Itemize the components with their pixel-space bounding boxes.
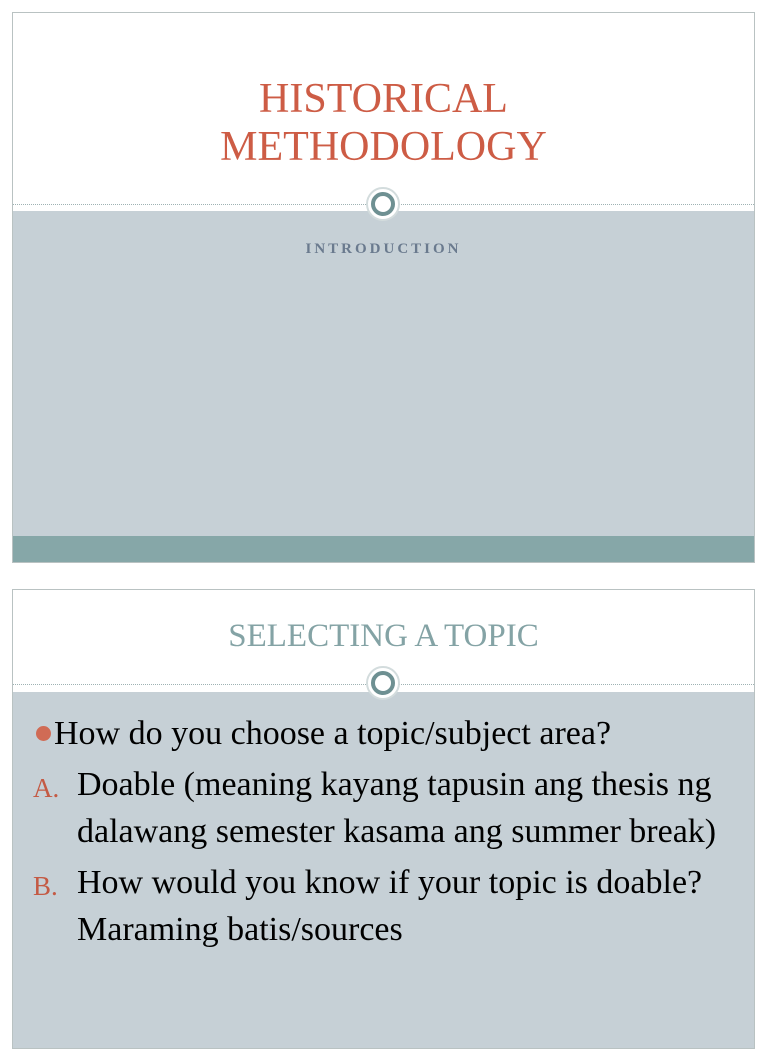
slide-title-area [13,13,754,204]
slide-content [33,710,733,953]
list-item-text: How would you know if your topic is doable? Maraming batis/sources [77,864,703,948]
bullet-dot-icon [36,726,51,741]
title-line-2: METHODOLOGY [220,124,547,170]
slide-selecting-a-topic [12,589,755,1049]
ring-inner [371,192,395,216]
bullet-item [33,710,733,757]
footer-strip [13,536,754,562]
slide-title: SELECTING A TOPIC [228,618,539,654]
list-marker: A. [33,773,60,803]
slide-historical-methodology [12,12,755,563]
ring-divider-icon [366,187,400,221]
ring-divider-icon [366,666,400,700]
slide-title [13,75,754,171]
bullet-text: How do you choose a topic/subject area? [54,715,612,752]
list-marker: B. [33,871,58,901]
title-line-1: HISTORICAL [259,76,508,122]
list-item-a [33,761,733,855]
list-item-text: Doable (meaning kayang tapusin ang thesis ng dalawang semester kasama ang summer break) [77,766,717,850]
list-item-b [33,859,733,953]
ring-inner [371,671,395,695]
content-band [13,211,754,536]
slide-subtitle: INTRODUCTION [305,241,462,257]
